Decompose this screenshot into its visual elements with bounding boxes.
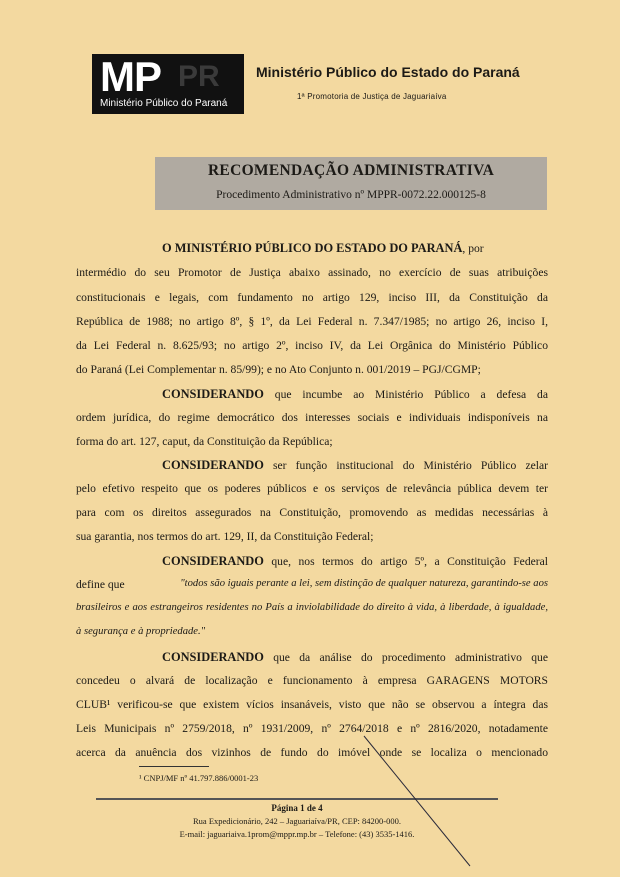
logo-pr-text: PR (178, 60, 220, 93)
page-number: Página 1 de 4 (271, 803, 323, 813)
document-title: RECOMENDAÇÃO ADMINISTRATIVA (207, 162, 495, 179)
footnote: ¹ CNPJ/MF nº 41.797.886/0001-23 (139, 773, 259, 783)
considerando-keyword: CONSIDERANDO (162, 554, 264, 568)
considerando-4-line: Leis Municipais nº 2759/2018, nº 1931/2009, nº 2764/2018 e nº 2816/2020, notadamente (76, 722, 548, 735)
paragraph-1-line: da Lei Federal n. 8.625/93; no artigo 2º, inciso IV, da Lei Orgânica do Ministério Público (76, 339, 548, 352)
considerando-1-tail: que incumbe ao Ministério Público a defesa da (274, 388, 548, 401)
paragraph-1-line: República de 1988; no artigo 8º, § 1º, da Lei Federal n. 7.347/1985; no artigo 26, inciso I, (76, 315, 548, 328)
procedure-number: Procedimento Administrativo nº MPPR-0072.22.000125-8 (216, 189, 486, 201)
considerando-3-define: define que (76, 578, 125, 591)
constitution-quote: brasileiros e aos estrangeiros residentes no País a inviolabilidade do direito à vida, à liberdade, à igualdade, (76, 602, 548, 613)
considerando-2-line: para com os direitos assegurados na Constituição, promovendo as medidas necessárias à (76, 506, 548, 519)
considerando-4-line: acerca da anuência dos vizinhos de fundo do imóvel onde se localiza o mencionado (76, 746, 548, 759)
constitution-quote: à segurança e à propriedade." (76, 626, 206, 637)
organization-subunit: 1ª Promotoria de Justiça de Jaguariaíva (297, 92, 447, 101)
considerando-4-line: concedeu o alvará de localização e funcionamento à empresa GARAGENS MOTORS (76, 674, 548, 687)
considerando-keyword: CONSIDERANDO (162, 650, 264, 664)
paragraph-1-line: intermédio do seu Promotor de Justiça abaixo assinado, no exercício de suas atribuições (76, 266, 548, 279)
considerando-2-line: pelo efetivo respeito que os poderes públicos e os serviços de relevância pública devem ter (76, 482, 548, 495)
considerando-2-tail: ser função institucional do Ministério Público zelar (273, 459, 548, 472)
pen-stroke-line (364, 736, 470, 866)
institution-name: O MINISTÉRIO PÚBLICO DO ESTADO DO PARANÁ (162, 241, 463, 255)
footer-contact: E-mail: jaguariaiva.1prom@mppr.mp.br – Telefone: (43) 3535-1416. (179, 829, 415, 839)
logo-subtitle: Ministério Público do Paraná (100, 98, 228, 109)
paragraph-1-line: constitucionais e legais, com fundamento no artigo 129, inciso III, da Constituição da (76, 291, 548, 304)
considerando-1-line: ordem jurídica, do regime democrático dos interesses sociais e individuais indisponíveis na (76, 411, 548, 424)
paragraph-1-line: do Paraná (Lei Complementar n. 85/99); e no Ato Conjunto n. 001/2019 – PGJ/CGMP; (76, 363, 481, 376)
constitution-quote: "todos são iguais perante a lei, sem distinção de qualquer natureza, garantindo-se aos (180, 578, 548, 589)
footer-address: Rua Expedicionário, 242 – Jaguariaíva/PR, CEP: 84200-000. (193, 816, 401, 826)
considerando-keyword: CONSIDERANDO (162, 458, 264, 472)
considerando-4-line: CLUB¹ verificou-se que existem vícios insanáveis, visto que não se observou a íntegra das (76, 698, 548, 711)
considerando-3-tail: que, nos termos do artigo 5º, a Constituição Federal (271, 555, 548, 568)
considerando-4-tail: que da análise do procedimento administrativo que (273, 651, 548, 664)
considerando-keyword: CONSIDERANDO (162, 387, 264, 401)
organization-name: Ministério Público do Estado do Paraná (256, 64, 520, 80)
considerando-1-line: forma do art. 127, caput, da Constituição da República; (76, 435, 333, 448)
considerando-2-line: sua garantia, nos termos do art. 129, II, da Constituição Federal; (76, 530, 374, 543)
logo-mp-text: MP (100, 53, 161, 100)
paragraph-1-lead-tail: , por (462, 242, 484, 255)
